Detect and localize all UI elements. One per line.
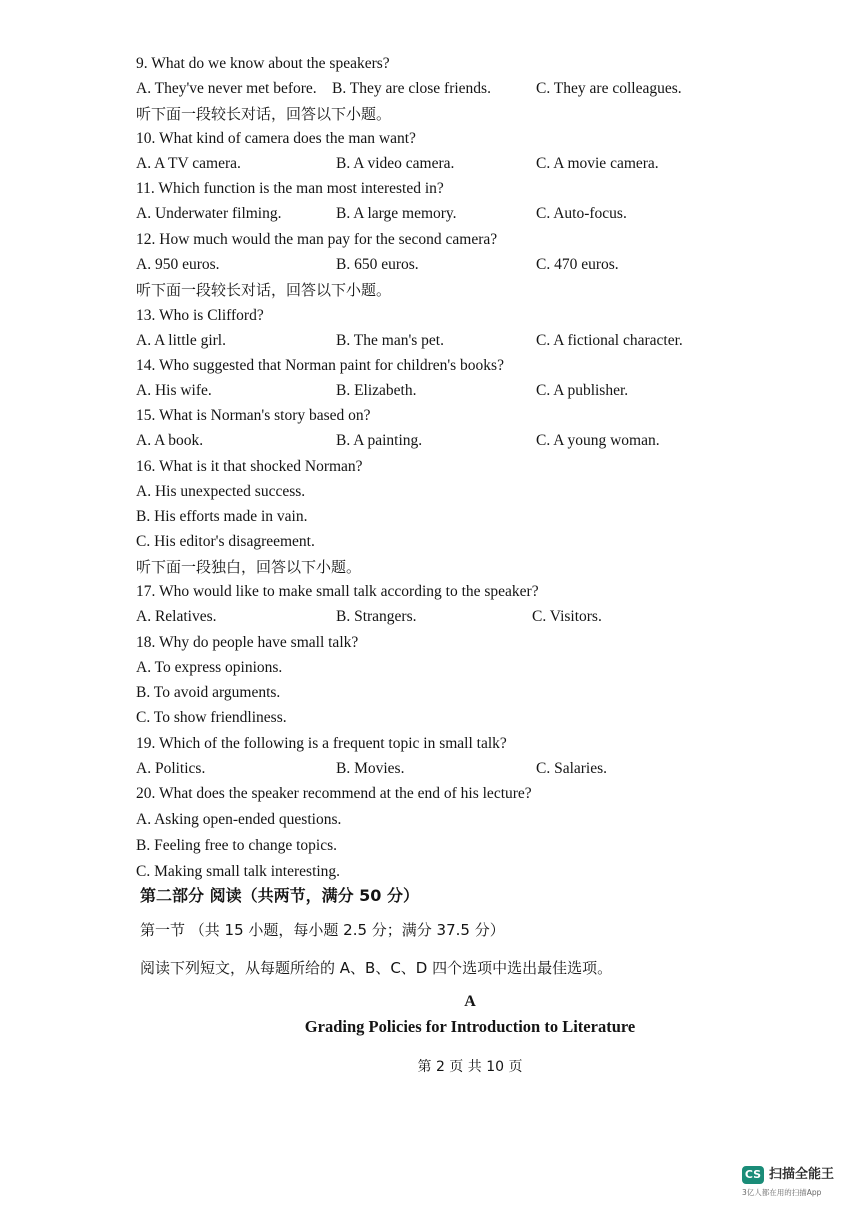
q13-option-c: C. A fictional character. <box>536 332 683 349</box>
q12-option-a: A. 950 euros. <box>136 256 220 273</box>
reading-instruction: 阅读下列短文，从每题所给的 A、B、C、D 四个选项中选出最佳选项。 <box>140 959 613 977</box>
q9-option-a: A. They've never met before. <box>136 80 317 97</box>
q12-option-c: C. 470 euros. <box>536 256 619 273</box>
q13-option-b: B. The man's pet. <box>336 332 444 349</box>
q18-option-c: C. To show friendliness. <box>136 709 287 726</box>
q17-option-a: A. Relatives. <box>136 608 217 625</box>
q10-option-b: B. A video camera. <box>336 155 455 172</box>
q20-option-c: C. Making small talk interesting. <box>136 863 341 880</box>
passage-letter: A <box>464 993 476 1010</box>
question-19-stem: 19. Which of the following is a frequent topic in small talk? <box>136 735 507 752</box>
q15-option-c: C. A young woman. <box>536 432 660 449</box>
question-16-stem: 16. What is it that shocked Norman? <box>136 458 363 475</box>
question-18-stem: 18. Why do people have small talk? <box>136 634 359 651</box>
q20-option-a: A. Asking open-ended questions. <box>136 811 342 828</box>
q16-option-c: C. His editor's disagreement. <box>136 533 315 550</box>
question-11-options <box>136 202 736 226</box>
q9-option-b: B. They are close friends. <box>332 80 491 97</box>
section1-heading: 第一节 （共 15 小题，每小题 2.5 分；满分 37.5 分） <box>140 921 505 939</box>
question-14-stem: 14. Who suggested that Norman paint for children's books? <box>136 357 504 374</box>
q13-option-a: A. A little girl. <box>136 332 226 349</box>
question-17-stem: 17. Who would like to make small talk according to the speaker? <box>136 583 539 600</box>
question-10-options <box>136 152 736 176</box>
q19-option-a: A. Politics. <box>136 760 206 777</box>
question-9-stem: 9. What do we know about the speakers? <box>136 55 390 72</box>
question-14-options <box>136 379 736 403</box>
page-number: 第 2 页 共 10 页 <box>417 1059 523 1075</box>
q17-option-c: C. Visitors. <box>532 608 602 625</box>
listening-intro-2: 听下面一段较长对话，回答以下小题。 <box>136 281 392 299</box>
listening-intro-3: 听下面一段独白，回答以下小题。 <box>136 558 362 576</box>
q14-option-c: C. A publisher. <box>536 382 629 399</box>
question-12-stem: 12. How much would the man pay for the second camera? <box>136 231 498 248</box>
q10-option-c: C. A movie camera. <box>536 155 659 172</box>
q16-option-a: A. His unexpected success. <box>136 483 306 500</box>
scanner-watermark <box>742 1166 852 1206</box>
q19-option-c: C. Salaries. <box>536 760 608 777</box>
q16-option-b: B. His efforts made in vain. <box>136 508 308 525</box>
q11-option-b: B. A large memory. <box>336 205 457 222</box>
q11-option-a: A. Underwater filming. <box>136 205 282 222</box>
question-13-stem: 13. Who is Clifford? <box>136 307 264 324</box>
q14-option-a: A. His wife. <box>136 382 212 399</box>
camscanner-logo-icon: CS <box>742 1166 764 1184</box>
question-11-stem: 11. Which function is the man most interested in? <box>136 180 444 197</box>
question-10-stem: 10. What kind of camera does the man want? <box>136 130 416 147</box>
q19-option-b: B. Movies. <box>336 760 405 777</box>
part2-heading: 第二部分 阅读（共两节，满分 50 分） <box>140 886 419 905</box>
q20-option-b: B. Feeling free to change topics. <box>136 837 338 854</box>
question-19-options <box>136 757 736 781</box>
question-15-stem: 15. What is Norman's story based on? <box>136 407 371 424</box>
question-20-stem: 20. What does the speaker recommend at the end of his lecture? <box>136 785 532 802</box>
q18-option-b: B. To avoid arguments. <box>136 684 281 701</box>
question-9-options <box>136 77 736 101</box>
q11-option-c: C. Auto-focus. <box>536 205 627 222</box>
question-17-options <box>136 605 736 629</box>
q17-option-b: B. Strangers. <box>336 608 417 625</box>
passage-title: Grading Policies for Introduction to Literature <box>304 1017 636 1036</box>
q9-option-c: C. They are colleagues. <box>536 80 682 97</box>
question-12-options <box>136 253 736 277</box>
q10-option-a: A. A TV camera. <box>136 155 241 172</box>
q15-option-b: B. A painting. <box>336 432 423 449</box>
listening-intro-1: 听下面一段较长对话，回答以下小题。 <box>136 105 392 123</box>
q15-option-a: A. A book. <box>136 432 204 449</box>
question-15-options <box>136 429 736 453</box>
watermark-tagline: 3亿人都在用的扫描App <box>742 1188 822 1197</box>
q14-option-b: B. Elizabeth. <box>336 382 417 399</box>
q18-option-a: A. To express opinions. <box>136 659 283 676</box>
watermark-app-name: 扫描全能王 <box>769 1167 835 1182</box>
question-13-options <box>136 329 736 353</box>
q12-option-b: B. 650 euros. <box>336 256 419 273</box>
